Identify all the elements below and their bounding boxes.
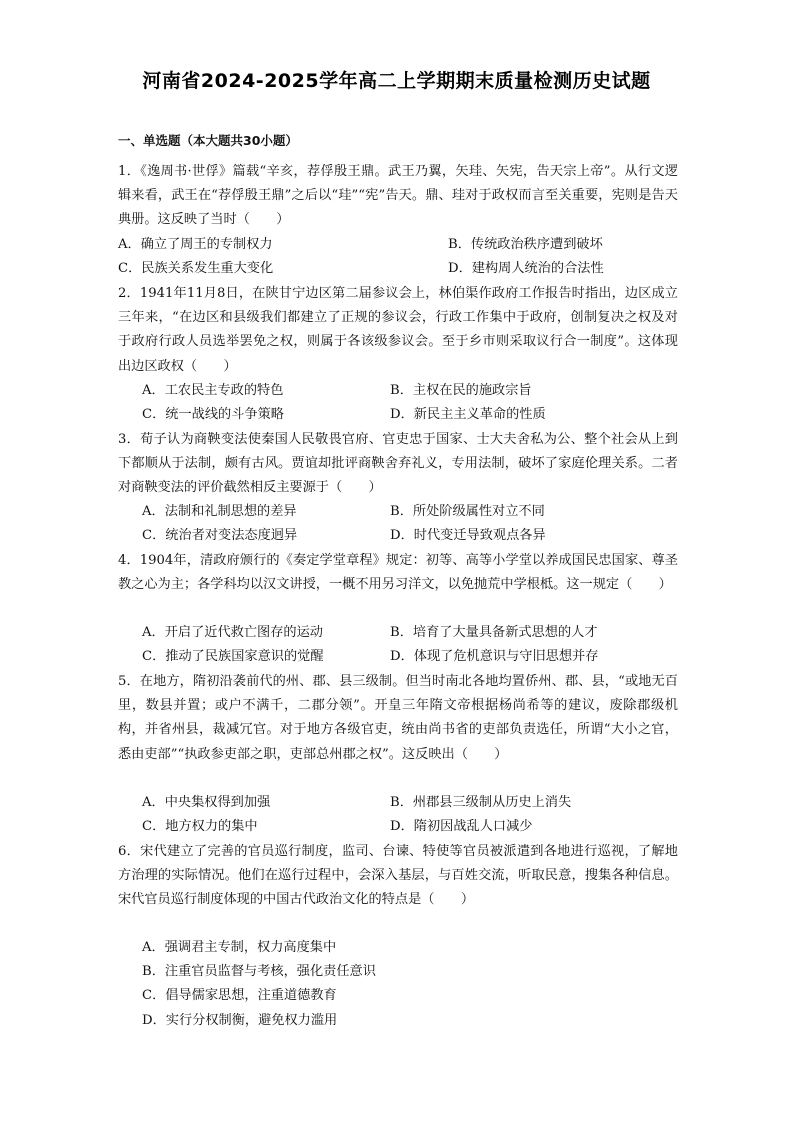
question-1-options — [118, 233, 604, 281]
question-5-option-b[interactable]: B．州郡县三级制从历史上消失 — [390, 795, 572, 810]
question-2-option-c[interactable]: C．统一战线的斗争策略 — [142, 407, 284, 423]
question-4-option-d[interactable]: D．体现了危机意识与守旧思想并存 — [390, 649, 599, 665]
section-heading: 一、单选题（本大题共30小题） — [118, 133, 298, 148]
question-5-option-c[interactable]: C．地方权力的集中 — [142, 819, 258, 835]
question-3-option-b[interactable]: B．所处阶级属性对立不同 — [390, 504, 545, 519]
question-6-option-b[interactable]: B．注重官员监督与考核，强化责任意识 — [142, 964, 376, 980]
question-4-option-c[interactable]: C．推动了民族国家意识的觉醒 — [142, 649, 324, 665]
question-1-stem: 1．《逸周书·世俘》篇载“辛亥，荐俘殷王鼎。武王乃翼，矢珪、矢宪，告天宗上帝”。从行文逻辑来看，武王在“荐俘殷王鼎”之后以“珪”“宪”告天。鼎、珪对于政权而言至关重要，宪则是告天典册。这反映了当时（ ） — [118, 164, 678, 228]
question-1-option-d[interactable]: D．建构周人统治的合法性 — [448, 261, 604, 277]
question-4-stem: 4．1904年，清政府颁行的《奏定学堂章程》规定：初等、高等小学堂以养成国民忠国家、尊圣教之心为主；各学科均以汉文讲授，一概不用另习洋文，以免抛荒中学根柢。这一规定（ ） — [118, 553, 678, 593]
question-2-options — [142, 379, 546, 427]
question-6-stem: 6．宋代建立了完善的官员巡行制度，监司、台谏、特使等官员被派遣到各地进行巡视，了解地方治理的实际情况。他们在巡行过程中，会深入基层，与百姓交流，听取民意，搜集各种信息。宋代官员巡行制度体现的中国古代政治文化的特点是（ ） — [118, 844, 678, 908]
question-1-option-c[interactable]: C．民族关系发生重大变化 — [118, 261, 274, 277]
question-5-option-d[interactable]: D．隋初因战乱人口减少 — [390, 819, 533, 835]
question-3-option-c[interactable]: C．统治者对变法态度迥异 — [142, 528, 298, 544]
question-2-option-b[interactable]: B．主权在民的施政宗旨 — [390, 383, 532, 398]
question-2-option-a[interactable]: A．工农民主专政的特色 — [142, 383, 284, 398]
question-4-options — [142, 621, 598, 669]
question-4-option-a[interactable]: A．开启了近代救亡图存的运动 — [142, 625, 323, 640]
question-3-stem: 3．荀子认为商鞅变法使秦国人民敬畏官府、官吏忠于国家、士大夫舍私为公、整个社会从上到下都顺从于法制，颇有古风。贾谊却批评商鞅舍弃礼义，专用法制，破坏了家庭伦理关系。二者对商鞅变法的评价截然相反主要源于（ ） — [118, 432, 678, 496]
question-2-option-d[interactable]: D．新民主主义革命的性质 — [390, 407, 546, 423]
question-5-option-a[interactable]: A．中央集权得到加强 — [142, 795, 271, 810]
question-1-option-a[interactable]: A．确立了周王的专制权力 — [118, 237, 273, 252]
question-3-option-a[interactable]: A．法制和礼制思想的差异 — [142, 504, 297, 519]
question-5-stem: 5．在地方，隋初沿袭前代的州、郡、县三级制。但当时南北各地均置侨州、郡、县，“或地无百里，数县并置；或户不满千，二郡分领”。开皇三年隋文帝根据杨尚希等的建议，废除郡级机构，并省州县，裁减冗官。对于地方各级官吏，统由尚书省的吏部负责选任，所谓“大小之官，悉由吏部”“执政参吏部之职，吏部总州郡之权”。这反映出（ ） — [118, 674, 678, 762]
question-6-options — [142, 936, 376, 1033]
question-6-option-a[interactable]: A．强调君主专制，权力高度集中 — [142, 940, 337, 955]
question-5-options — [142, 791, 571, 839]
question-6-option-c[interactable]: C．倡导儒家思想，注重道德教育 — [142, 988, 337, 1004]
question-3-option-d[interactable]: D．时代变迁导致观点各异 — [390, 528, 546, 544]
question-1-option-b[interactable]: B．传统政治秩序遭到破坏 — [448, 237, 603, 252]
page-title: 河南省2024-2025学年高二上学期期末质量检测历史试题 — [142, 70, 651, 92]
question-6-option-d[interactable]: D．实行分权制衡，避免权力滥用 — [142, 1012, 338, 1028]
question-4-option-b[interactable]: B．培育了大量具备新式思想的人才 — [390, 625, 598, 640]
question-3-options — [142, 500, 546, 548]
question-2-stem: 2．1941年11月8日，在陕甘宁边区第二届参议会上，林伯渠作政府工作报告时指出，边区成立三年来，“在边区和县级我们都建立了正规的参议会，行政工作集中于政府，创制复决之权及对于政府行政人员选举罢免之权，则属于各该级参议会。至于乡市则采取议行合一制度”。这体现出边区政权（ ） — [118, 286, 678, 374]
